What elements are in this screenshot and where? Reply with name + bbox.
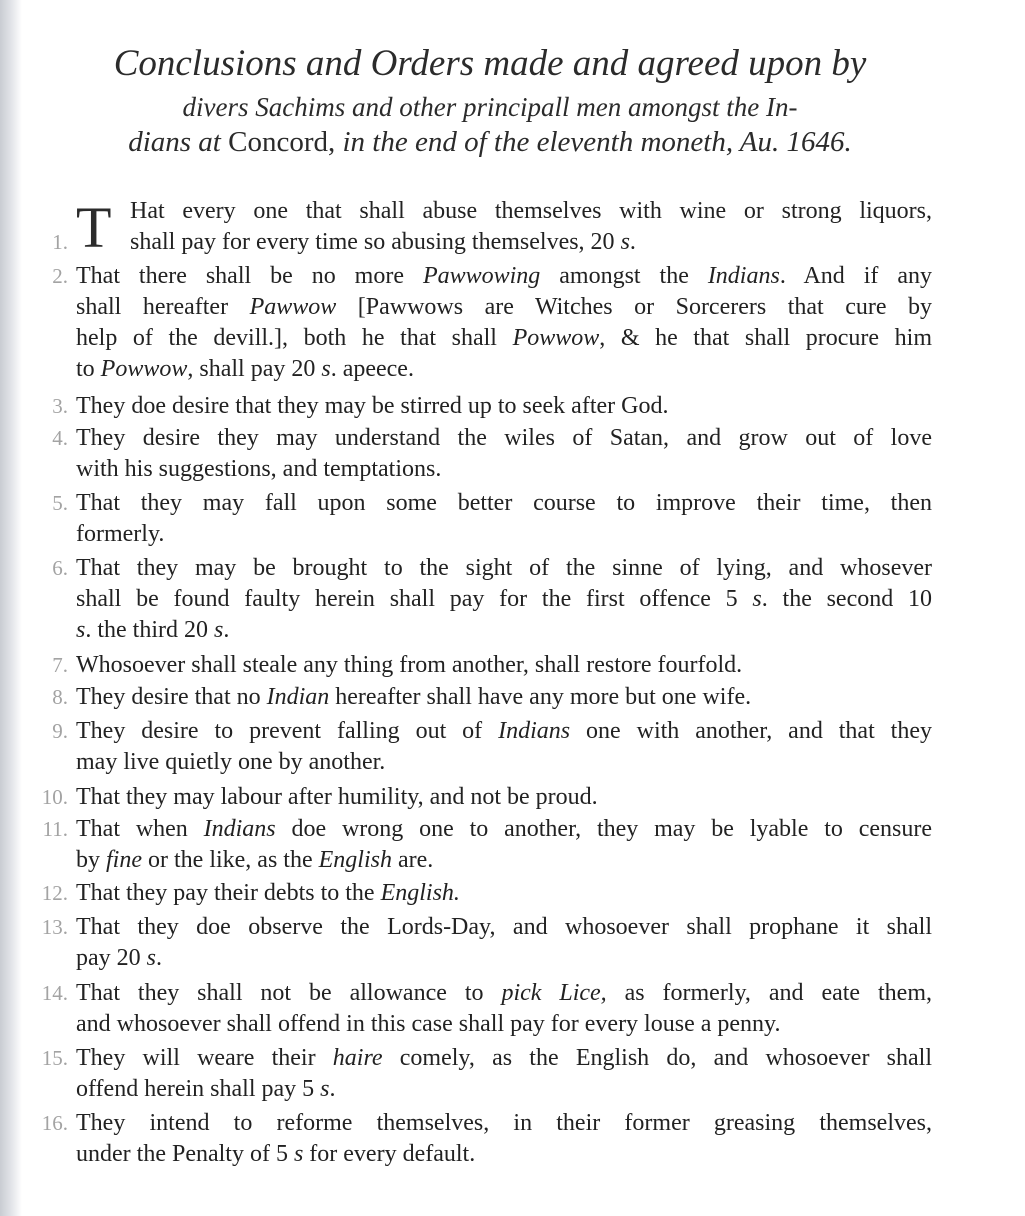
article-11: 11. That when Indians doe wrong one to another, they may be lyable to censure by fine or the like, as the English are.	[76, 814, 932, 876]
article-6: 6. That they may be brought to the sight of the sinne of lying, and whosever shall be found faulty herein shall pay for the first offence 5 s. the second 10 s. the third 20 s.	[76, 553, 932, 646]
article-12: 12. That they pay their debts to the English.	[76, 878, 932, 909]
article-number: 3.	[52, 394, 68, 418]
article-4: 4. They desire they may understand the wiles of Satan, and grow out of love with his suggestions, and temptations.	[76, 423, 932, 485]
title-line-1: Conclusions and Orders made and agreed upon by	[113, 43, 867, 84]
title-line-2: divers Sachims and other principall men amongst the In-	[182, 92, 798, 122]
article-number: 9.	[52, 719, 68, 743]
article-7: 7. Whosoever shall steale any thing from another, shall restore fourfold.	[76, 650, 932, 681]
article-number: 5.	[52, 491, 68, 515]
article-number: 16.	[41, 1111, 68, 1135]
article-number: 12.	[41, 881, 68, 905]
article-number: 7.	[52, 653, 68, 677]
article-number: 11.	[42, 817, 68, 841]
article-number: 8.	[52, 685, 68, 709]
article-number: 10.	[41, 785, 68, 809]
article-16: 16. They intend to reforme themselves, in their former greasing themselves, under the Penalty of 5 s for every default.	[76, 1108, 932, 1170]
drop-cap: T	[76, 195, 112, 260]
page-gutter-shadow	[0, 0, 22, 1216]
article-3: 3. They doe desire that they may be stirred up to seek after God.	[76, 391, 932, 422]
article-number: 2.	[52, 264, 68, 288]
article-9: 9. They desire to prevent falling out of Indians one with another, and that they may live quietly one by another.	[76, 716, 932, 778]
article-1: 1. T Hat every one that shall abuse themselves with wine or strong liquors, shall pay for every time so abusing themselves, 20 s.	[76, 196, 932, 258]
article-2: 2. That there shall be no more Pawwowing amongst the Indians. And if any shall hereafter Pawwow [Pawwows are Witches or Sorcerers that cure by help of the devill.], both he that shall Powwow, & he that shall procure him to Powwow, shall pay 20 s. apeece.	[76, 261, 932, 385]
article-14: 14. That they shall not be allowance to pick Lice, as formerly, and eate them, and whosoever shall offend in this case shall pay for every louse a penny.	[76, 978, 932, 1040]
article-13: 13. That they doe observe the Lords-Day, and whosoever shall prophane it shall pay 20 s.	[76, 912, 932, 974]
article-5: 5. That they may fall upon some better course to improve their time, then formerly.	[76, 488, 932, 550]
article-10: 10. That they may labour after humility, and not be proud.	[76, 782, 932, 813]
article-number: 13.	[41, 915, 68, 939]
article-number: 15.	[41, 1046, 68, 1070]
article-number: 14.	[41, 981, 68, 1005]
article-8: 8. They desire that no Indian hereafter shall have any more but one wife.	[76, 682, 932, 713]
title-line-3: dians at Concord, in the end of the eleventh moneth, Au. 1646.	[128, 126, 852, 158]
article-number: 1.	[52, 230, 68, 254]
article-15: 15. They will weare their haire comely, as the English do, and whosoever shall offend herein shall pay 5 s.	[76, 1043, 932, 1105]
article-number: 6.	[52, 556, 68, 580]
article-number: 4.	[52, 426, 68, 450]
